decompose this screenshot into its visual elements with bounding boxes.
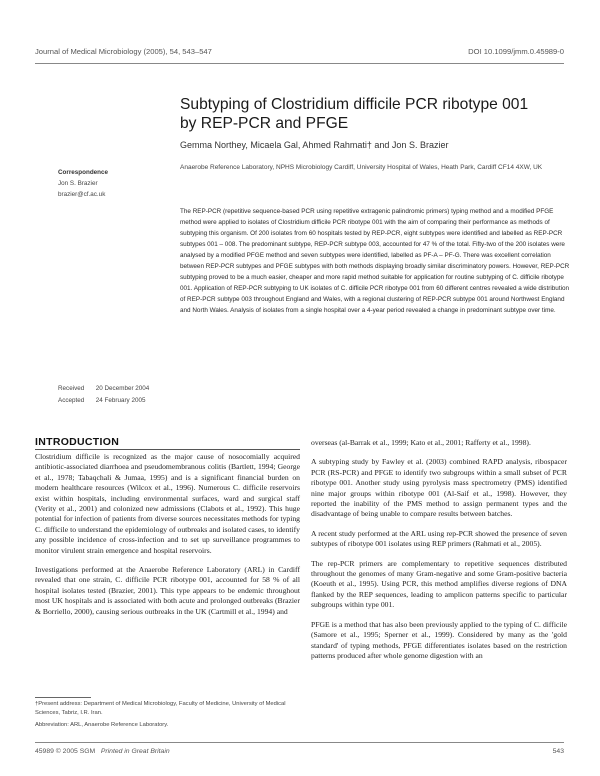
- article-title-line-1: Subtyping of Clostridium difficile PCR ribotype 001: [180, 96, 529, 113]
- intro-heading: INTRODUCTION: [35, 436, 120, 448]
- intro-paragraph-3: A subtyping study by Fawley et al. (2003) combined RAPD analysis, ribospacer PCR (RS-PCR) and PFGE to identify two subgroups within a small subset of PCR ribotype 001. Another study using pyrolysis mass spectrometry (PMS) identified nine major groups within ribotype 001 (Al-Saif et al., 1998). However, they reported the inability of the PMS method to assign permanent types and the disadvantage of being unable to compare results between batches.: [311, 457, 567, 519]
- present-address-note: †Present address: Department of Medical Microbiology, Faculty of Medicine, University of Medical Sciences, Tabriz, I.R. Iran.: [35, 701, 286, 717]
- received-label: Received: [58, 385, 85, 392]
- copyright-text: 45989 © 2005 SGM: [35, 748, 96, 755]
- footer-divider: [35, 742, 564, 743]
- doi: DOI 10.1099/jmm.0.45989-0: [468, 47, 564, 56]
- intro-paragraph-4: A recent study performed at the ARL using rep-PCR showed the presence of seven subtypes of ribotype 001 isolates using REP primers (Rahmati et al., 2005).: [311, 528, 567, 549]
- intro-paragraph-5: The rep-PCR primers are complementary to repetitive sequences distributed throughout the genomes of many Gram-negative and some Gram-positive bacteria (Koeuth et al., 1995). Using PCR, this method amplifies diverse regions of DNA flanked by the REP sequences, leading to amplicon patterns specific to particular subgroups within type 001.: [311, 558, 567, 610]
- body-column-right: [311, 438, 567, 670]
- page-number: 543: [552, 748, 564, 755]
- received-date-row: [58, 383, 149, 395]
- affiliation: Anaerobe Reference Laboratory, NPHS Microbiology Cardiff, University Hospital of Wales, Heath Park, Cardiff CF14 4XW, UK: [180, 164, 543, 171]
- authors: Gemma Northey, Micaela Gal, Ahmed Rahmati† and Jon S. Brazier: [180, 140, 449, 150]
- accepted-label: Accepted: [58, 396, 85, 404]
- correspondence-email[interactable]: brazier@cf.ac.uk: [58, 191, 106, 198]
- article-title: [180, 95, 570, 133]
- footnotes: [35, 700, 300, 732]
- journal-citation: Journal of Medical Microbiology (2005), 54, 543–547: [35, 47, 212, 56]
- abstract: The REP-PCR (repetitive sequence-based PCR using repetitive extragenic palindromic primers) typing method and a modified PFGE method were applied to isolates of Clostridium difficile PCR ribotype 001 with the aim of comparing their performance as methods of subtyping this organism. Of 200 isolates from 60 hospitals tested by REP-PCR, eight subtypes were identified and labelled as REP-PCR subtypes 001 – 008. The predominant subtype, REP-PCR subtype 003, accounted for 47 % of the total. Fifty-two of the 200 isolates were analysed by a modified PFGE method and seven subtypes were identified, labelled as PF-A – PF-G. There was excellent correlation between REP-PCR subtypes and PFGE subtypes with both methods displaying broadly similar discriminatory powers. However, REP-PCR subtyping proved to be a much easier, cheaper and more rapid method suitable for application for routine subtyping of C. difficile ribotype 001. Application of REP-PCR subtyping to UK isolates of C. difficile PCR ribotype 001 from 60 different centres revealed a wide distribution of REP-PCR subtype 003 throughout England and Wales, with a regional clustering of REP-PCR subtype 001 around Northwest England and North Wales. Analysis of isolates from a single hospital over a 4-year period revealed a change in predominant subtype over time.: [180, 208, 570, 314]
- accepted-date-row: [58, 395, 149, 407]
- intro-paragraph-1: Clostridium difficile is recognized as the major cause of nosocomially acquired antibiotic-associated diarrhoea and pseudomembranous colitis (Bartlett, 1994; George et al., 1978; Tabaqchali & Jumaa, 1995) and is a significant financial burden on modern healthcare resources (Wilcox et al., 1996). Numerous C. difficile reservoirs exist within hospitals, including environmental surfaces, ward and surgical staff (Verity et al., 2001) and colonized new admissions (Clabots et al., 1992). This huge potential for infection of patients from diverse sources necessitates methods for typing C. difficile to understand the epidemiology of outbreaks and isolated cases, to identify any possible incidence of cross-infection and to set up surveillance programmes to monitor virulent strain emergence and hospital reservoirs.: [35, 452, 300, 555]
- footer-copyright: [35, 748, 170, 755]
- article-title-line-2: by REP-PCR and PFGE: [180, 115, 349, 132]
- intro-heading-rule: [35, 449, 300, 450]
- accepted-date: 24 February 2005: [95, 396, 146, 404]
- footnote-divider: [35, 697, 91, 698]
- correspondence-label: Correspondence: [58, 169, 109, 176]
- correspondence-name: Jon S. Brazier: [58, 180, 98, 187]
- printed-in-text: Printed in Great Britain: [100, 748, 170, 755]
- dates-block: [58, 383, 149, 406]
- intro-paragraph-6: PFGE is a method that has also been previously applied to the typing of C. difficile (Samore et al., 1995; Sperner et al., 1999). Considered by many as the 'gold standard' of typing methods, PFGE differentiates isolates based on the restriction patterns produced after whole genome digestion with an: [311, 619, 567, 660]
- received-date: 20 December 2004: [95, 385, 150, 392]
- correspondence-block: [58, 167, 108, 200]
- body-column-left: [35, 452, 300, 626]
- header-divider: [35, 63, 564, 64]
- abbreviation-note: Abbreviation: ARL, Anaerobe Reference Laboratory.: [35, 721, 169, 728]
- intro-paragraph-continued: overseas (al-Barrak et al., 1999; Kato et al., 2001; Rafferty et al., 1998).: [311, 438, 531, 447]
- intro-paragraph-2: Investigations performed at the Anaerobe Reference Laboratory (ARL) in Cardiff revealed that one strain, C. difficile PCR ribotype 001, accounted for 58 % of all hospital isolates tested (Brazier, 2001). This type appears to be endemic throughout most UK hospitals and is associated with both acute and prolonged outbreaks (Brazier & Borriello, 2000), causing serious outbreaks in the UK (Cartmill et al., 1994) and: [35, 565, 300, 616]
